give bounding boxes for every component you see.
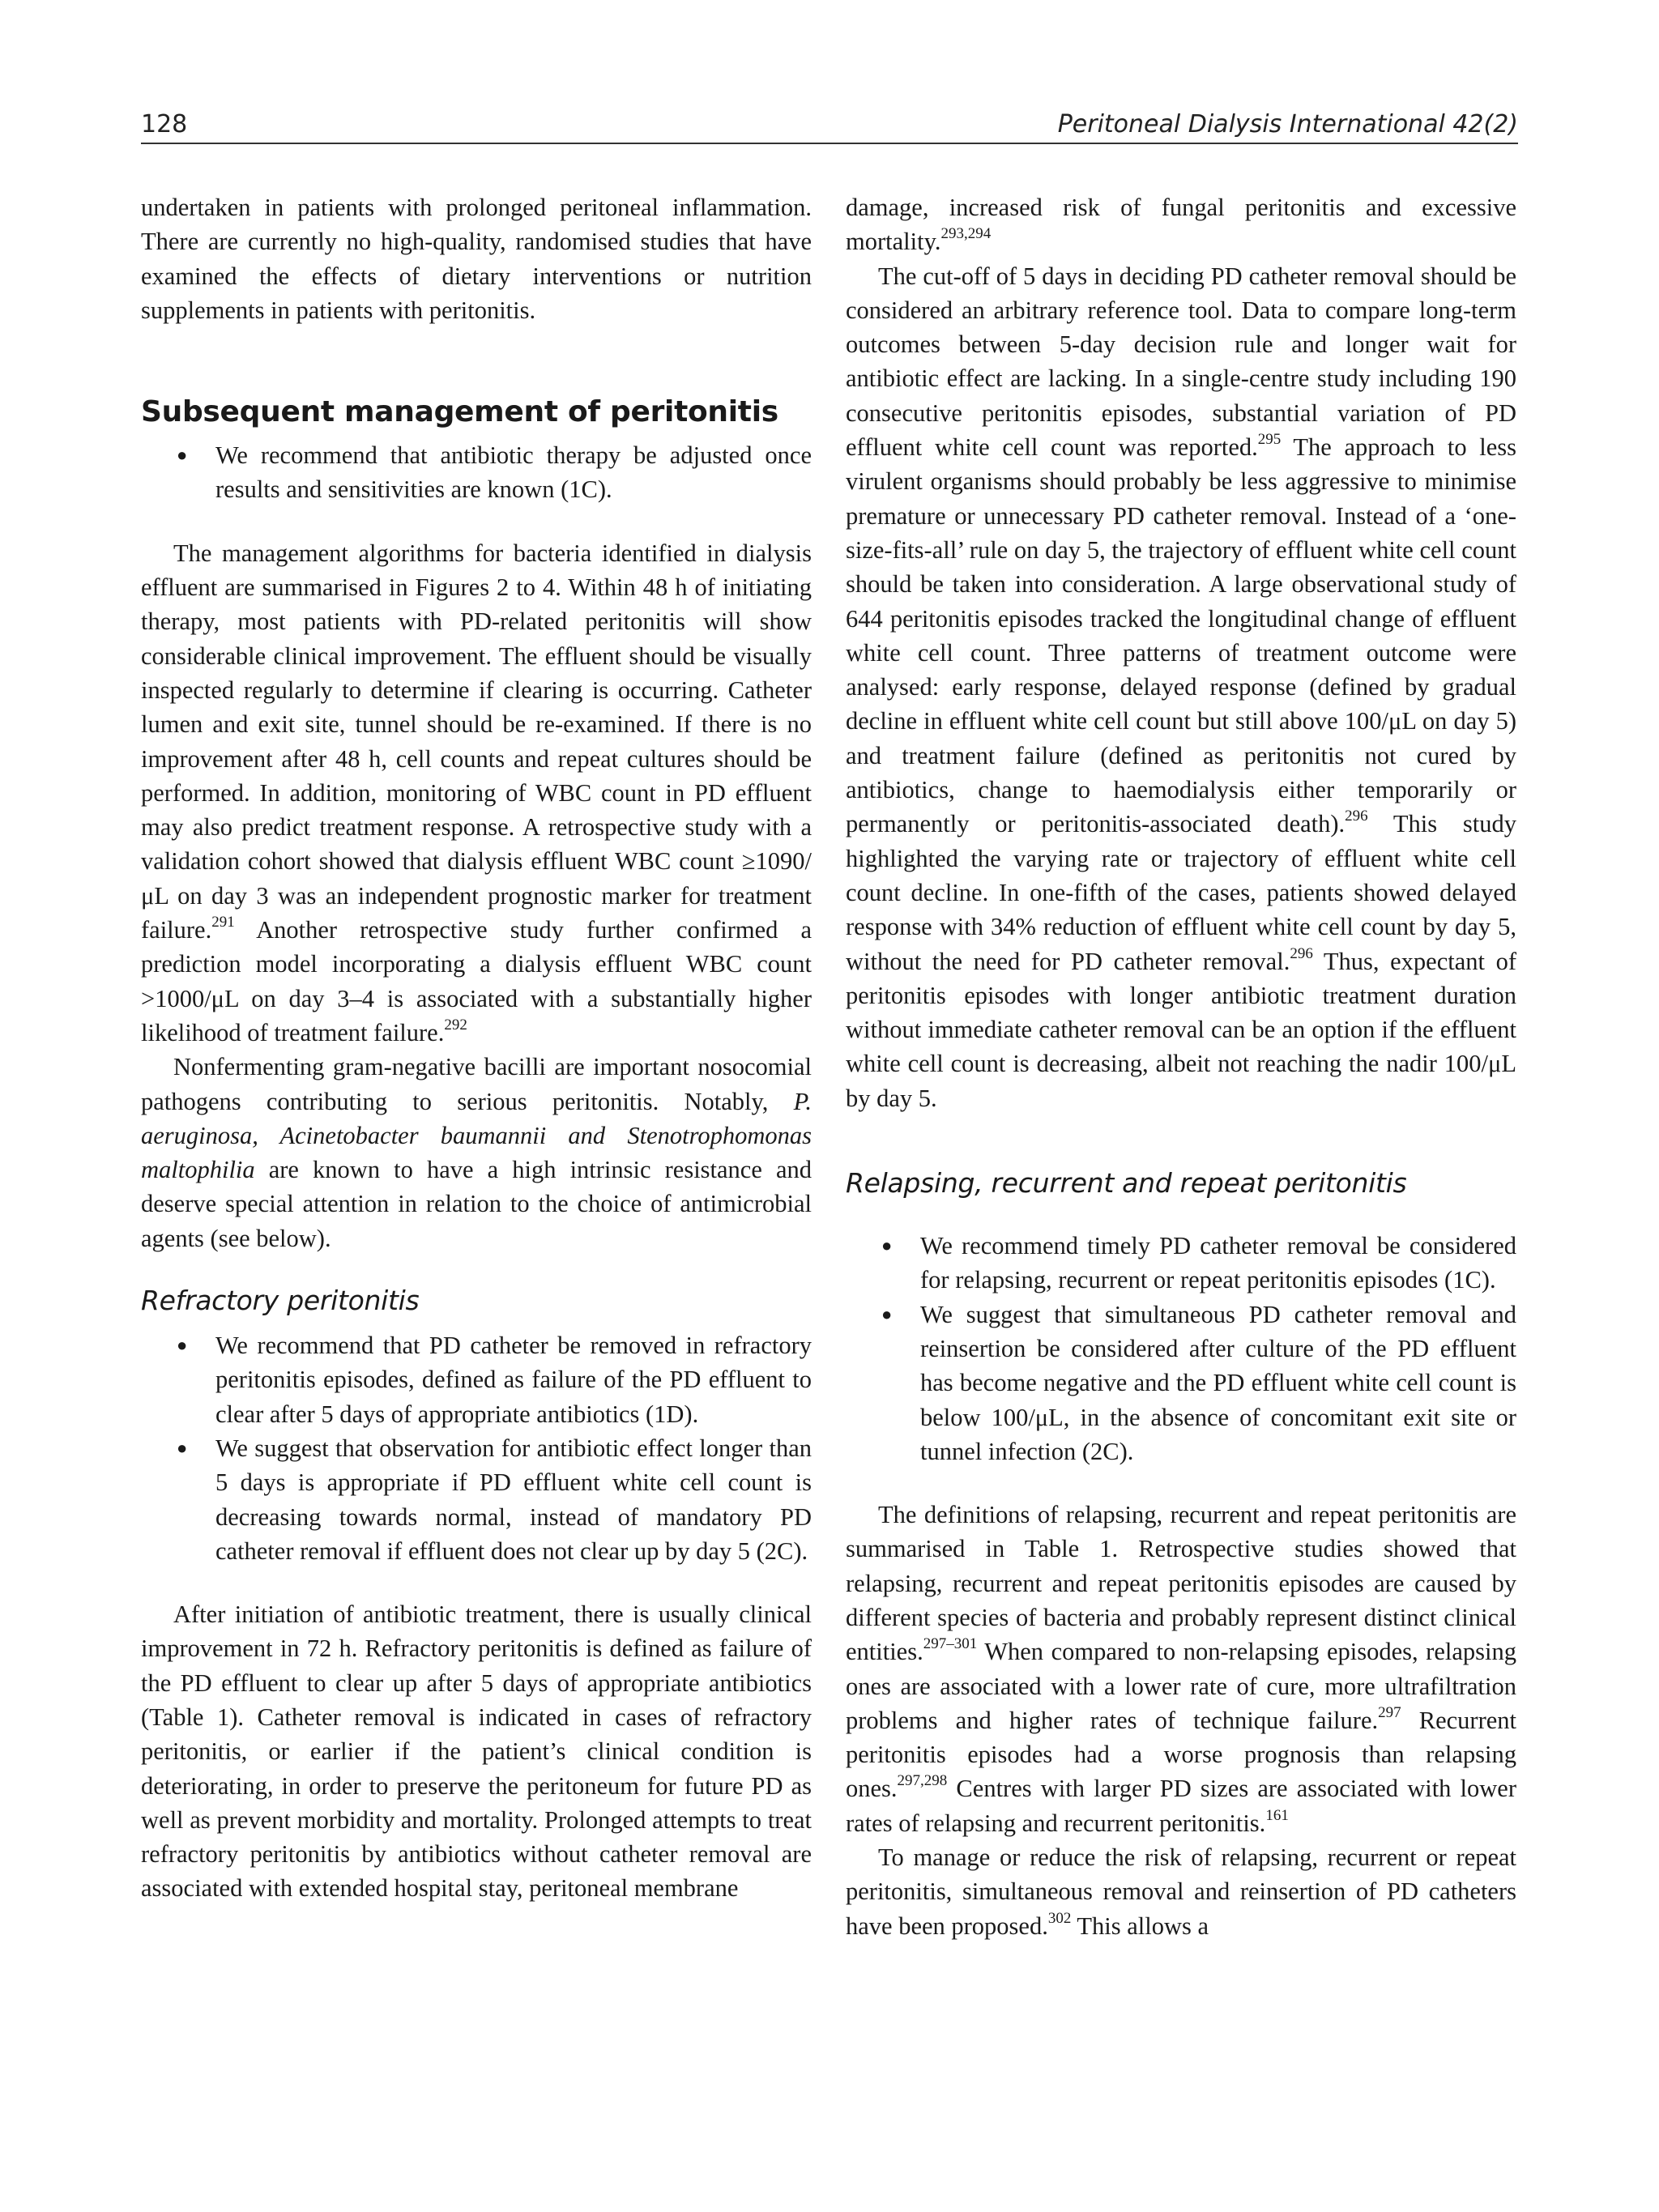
citation: 296 [1345, 808, 1368, 825]
paragraph-text: Another retrospective study further confirmed a prediction model incorporating a dialysis effluent WBC count >1000/μL on day 3–4 is associated with a substantially higher likelihood of treatment failure. [141, 916, 812, 1046]
subsection-heading: Refractory peritonitis [141, 1285, 420, 1317]
recommendation-text: We suggest that simultaneous PD catheter removal and reinsertion be considered after culture of the PD effluent has become negative and the PD effluent white cell count is below 100/μL, in the absence of concomitant exit site or tunnel infection (2C). [920, 1300, 1516, 1465]
recommendation-item [141, 438, 812, 507]
journal-title: Peritoneal Dialysis International 42(2) [1057, 110, 1518, 139]
paragraph [846, 1840, 1516, 1943]
citation: 297 [1378, 1703, 1401, 1721]
left-column [141, 190, 812, 1906]
paragraph [141, 1050, 812, 1255]
citation: 293,294 [940, 225, 992, 243]
paragraph: undertaken in patients with prolonged peritoneal inflammation. There are currently no high-quality, randomised studies that have examined the effects of dietary interventions or nutrition supplements in patients with peritonitis. [141, 194, 812, 324]
paragraph-text: The management algorithms for bacteria identified in dialysis effluent are summarised in Figures 2 to 4. Within 48 h of initiating therapy, most patients with PD-related peritonitis will show considerable clinical improvement. The effluent should be visually inspected regularly to determine if clearing is occurring. Catheter lumen and exit site, tunnel should be re-examined. If there is no improvement after 48 h, cell counts and repeat cultures should be performed. In addition, monitoring of WBC count in PD effluent may also predict treatment response. A retrospective study with a validation cohort showed that dialysis effluent WBC count ≥1090/μL on day 3 was an independent prognostic marker for treatment failure. [141, 539, 812, 944]
citation: 291 [211, 913, 235, 931]
citation: 297–301 [923, 1635, 978, 1653]
recommendation-item [846, 1298, 1516, 1468]
paragraph-text: When compared to non-relapsing episodes, relapsing ones are associated with a lower rate of cure, more ultrafiltration problems and higher rates of technique failure. [846, 1638, 1516, 1734]
right-column [846, 190, 1516, 1943]
recommendation-text: We recommend that antibiotic therapy be adjusted once results and sensitivities are known (1C). [215, 441, 812, 504]
paragraph-text: This allows a [1071, 1912, 1209, 1940]
page-number: 128 [141, 110, 188, 139]
recommendation-item [141, 1431, 812, 1568]
paragraph [846, 1498, 1516, 1840]
section-heading: Subsequent management of peritonitis [141, 395, 778, 429]
paragraph-text: The definitions of relapsing, recurrent and repeat peritonitis are summarised in Table 1. Retrospective studies showed that relapsing, recurrent and repeat peritonitis episodes are caused by different species of bacteria and probably represent distinct clinical entities. [846, 1501, 1516, 1666]
running-head [141, 107, 1518, 143]
subsection-heading: Relapsing, recurrent and repeat peritonitis [846, 1167, 1407, 1200]
paragraph [141, 536, 812, 1050]
paragraph-text: Thus, expectant of peritonitis episodes with longer antibiotic treatment duration without immediate catheter removal can be an option if the effluent white cell count is decreasing, albeit not reaching the nadir 100/μL by day 5. [846, 947, 1516, 1112]
bullet-icon: ● [177, 1335, 188, 1356]
paragraph-text: This study highlighted the varying rate or trajectory of effluent white cell count decline. In one-fifth of the cases, patients showed delayed response with 34% reduction of effluent white cell count by day 5, without the need for PD catheter removal. [846, 810, 1516, 975]
paragraph [846, 190, 1516, 259]
paragraph-text: Nonfermenting gram-negative bacilli are important nosocomial pathogens contributing to serious peritonitis. Notably, [141, 1053, 812, 1115]
citation: 292 [444, 1016, 467, 1034]
recommendation-list [141, 1328, 812, 1568]
paragraph-text: The cut-off of 5 days in deciding PD catheter removal should be considered an arbitrary reference tool. Data to compare long-term outcomes between 5-day decision rule and longer wait for antibiotic effect are lacking. In a single-centre study including 190 consecutive peritonitis episodes, substantial variation of PD effluent white cell count was reported. [846, 262, 1516, 462]
citation: 161 [1265, 1806, 1289, 1824]
paragraph: After initiation of antibiotic treatment, there is usually clinical improvement in 72 h. Refractory peritonitis is defined as failure of the PD effluent to clear up after 5 days of appropriate antibiotics (Table 1). Catheter removal is indicated in cases of refractory peritonitis, or earlier if the patient’s clinical condition is deteriorating, in order to preserve the peritoneum for future PD as well as prevent morbidity and mortality. Prolonged attempts to treat refractory peritonitis by antibiotics without catheter removal are associated with extended hospital stay, peritoneal membrane [141, 1600, 812, 1903]
paragraph-text: Recurrent peritonitis episodes had a worse prognosis than relapsing ones. [846, 1706, 1516, 1803]
recommendation-text: We recommend timely PD catheter removal be considered for relapsing, recurrent or repeat peritonitis episodes (1C). [920, 1232, 1516, 1294]
paragraph [846, 259, 1516, 1115]
header-rule [141, 143, 1518, 144]
citation: 302 [1047, 1909, 1072, 1927]
paragraph-text: The approach to less virulent organisms should probably be less aggressive to minimise premature or unnecessary PD catheter removal. Instead of a ‘one-size-fits-all’ rule on day 5, the trajectory of effluent white cell count should be taken into consideration. A large observational study of 644 peritonitis episodes tracked the longitudinal change of effluent white cell count. Three patterns of treatment outcome were analysed: early response, delayed response (defined by gradual decline in effluent white cell count but still above 100/μL on day 5) and treatment failure (defined as peritonitis not cured by antibiotics, change to haemodialysis either temporarily or permanently or peritonitis-associated death). [846, 433, 1516, 838]
recommendation-list [846, 1229, 1516, 1468]
paragraph-text: To manage or reduce the risk of relapsing, recurrent or repeat peritonitis, simultaneous removal and reinsertion of PD catheters have been proposed. [846, 1843, 1516, 1940]
bullet-icon: ● [177, 445, 188, 466]
bullet-icon: ● [177, 1437, 188, 1458]
recommendation-item [846, 1229, 1516, 1298]
paragraph-text: Centres with larger PD sizes are associated with lower rates of relapsing and recurrent peritonitis. [846, 1775, 1516, 1837]
citation: 295 [1257, 430, 1282, 448]
recommendation-text: We recommend that PD catheter be removed in refractory peritonitis episodes, defined as failure of the PD effluent to clear after 5 days of appropriate antibiotics (1D). [215, 1332, 812, 1428]
citation: 297,298 [897, 1772, 948, 1790]
paragraph-text: are known to have a high intrinsic resistance and deserve special attention in relation to the choice of antimicrobial agents (see below). [141, 1156, 812, 1252]
citation: 296 [1290, 944, 1313, 962]
recommendation-item [141, 1328, 812, 1431]
species-names: P. aeruginosa, Acinetobacter baumannii and Stenotrophomonas maltophilia [141, 1087, 812, 1184]
paragraph-text: damage, increased risk of fungal peritonitis and excessive mortality. [846, 194, 1516, 256]
bullet-icon: ● [881, 1303, 893, 1324]
recommendation-list [141, 438, 812, 507]
bullet-icon: ● [881, 1235, 893, 1256]
recommendation-text: We suggest that observation for antibiotic effect longer than 5 days is appropriate if PD effluent white cell count is decreasing towards normal, instead of mandatory PD catheter removal if effluent does not clear up by day 5 (2C). [215, 1434, 812, 1565]
